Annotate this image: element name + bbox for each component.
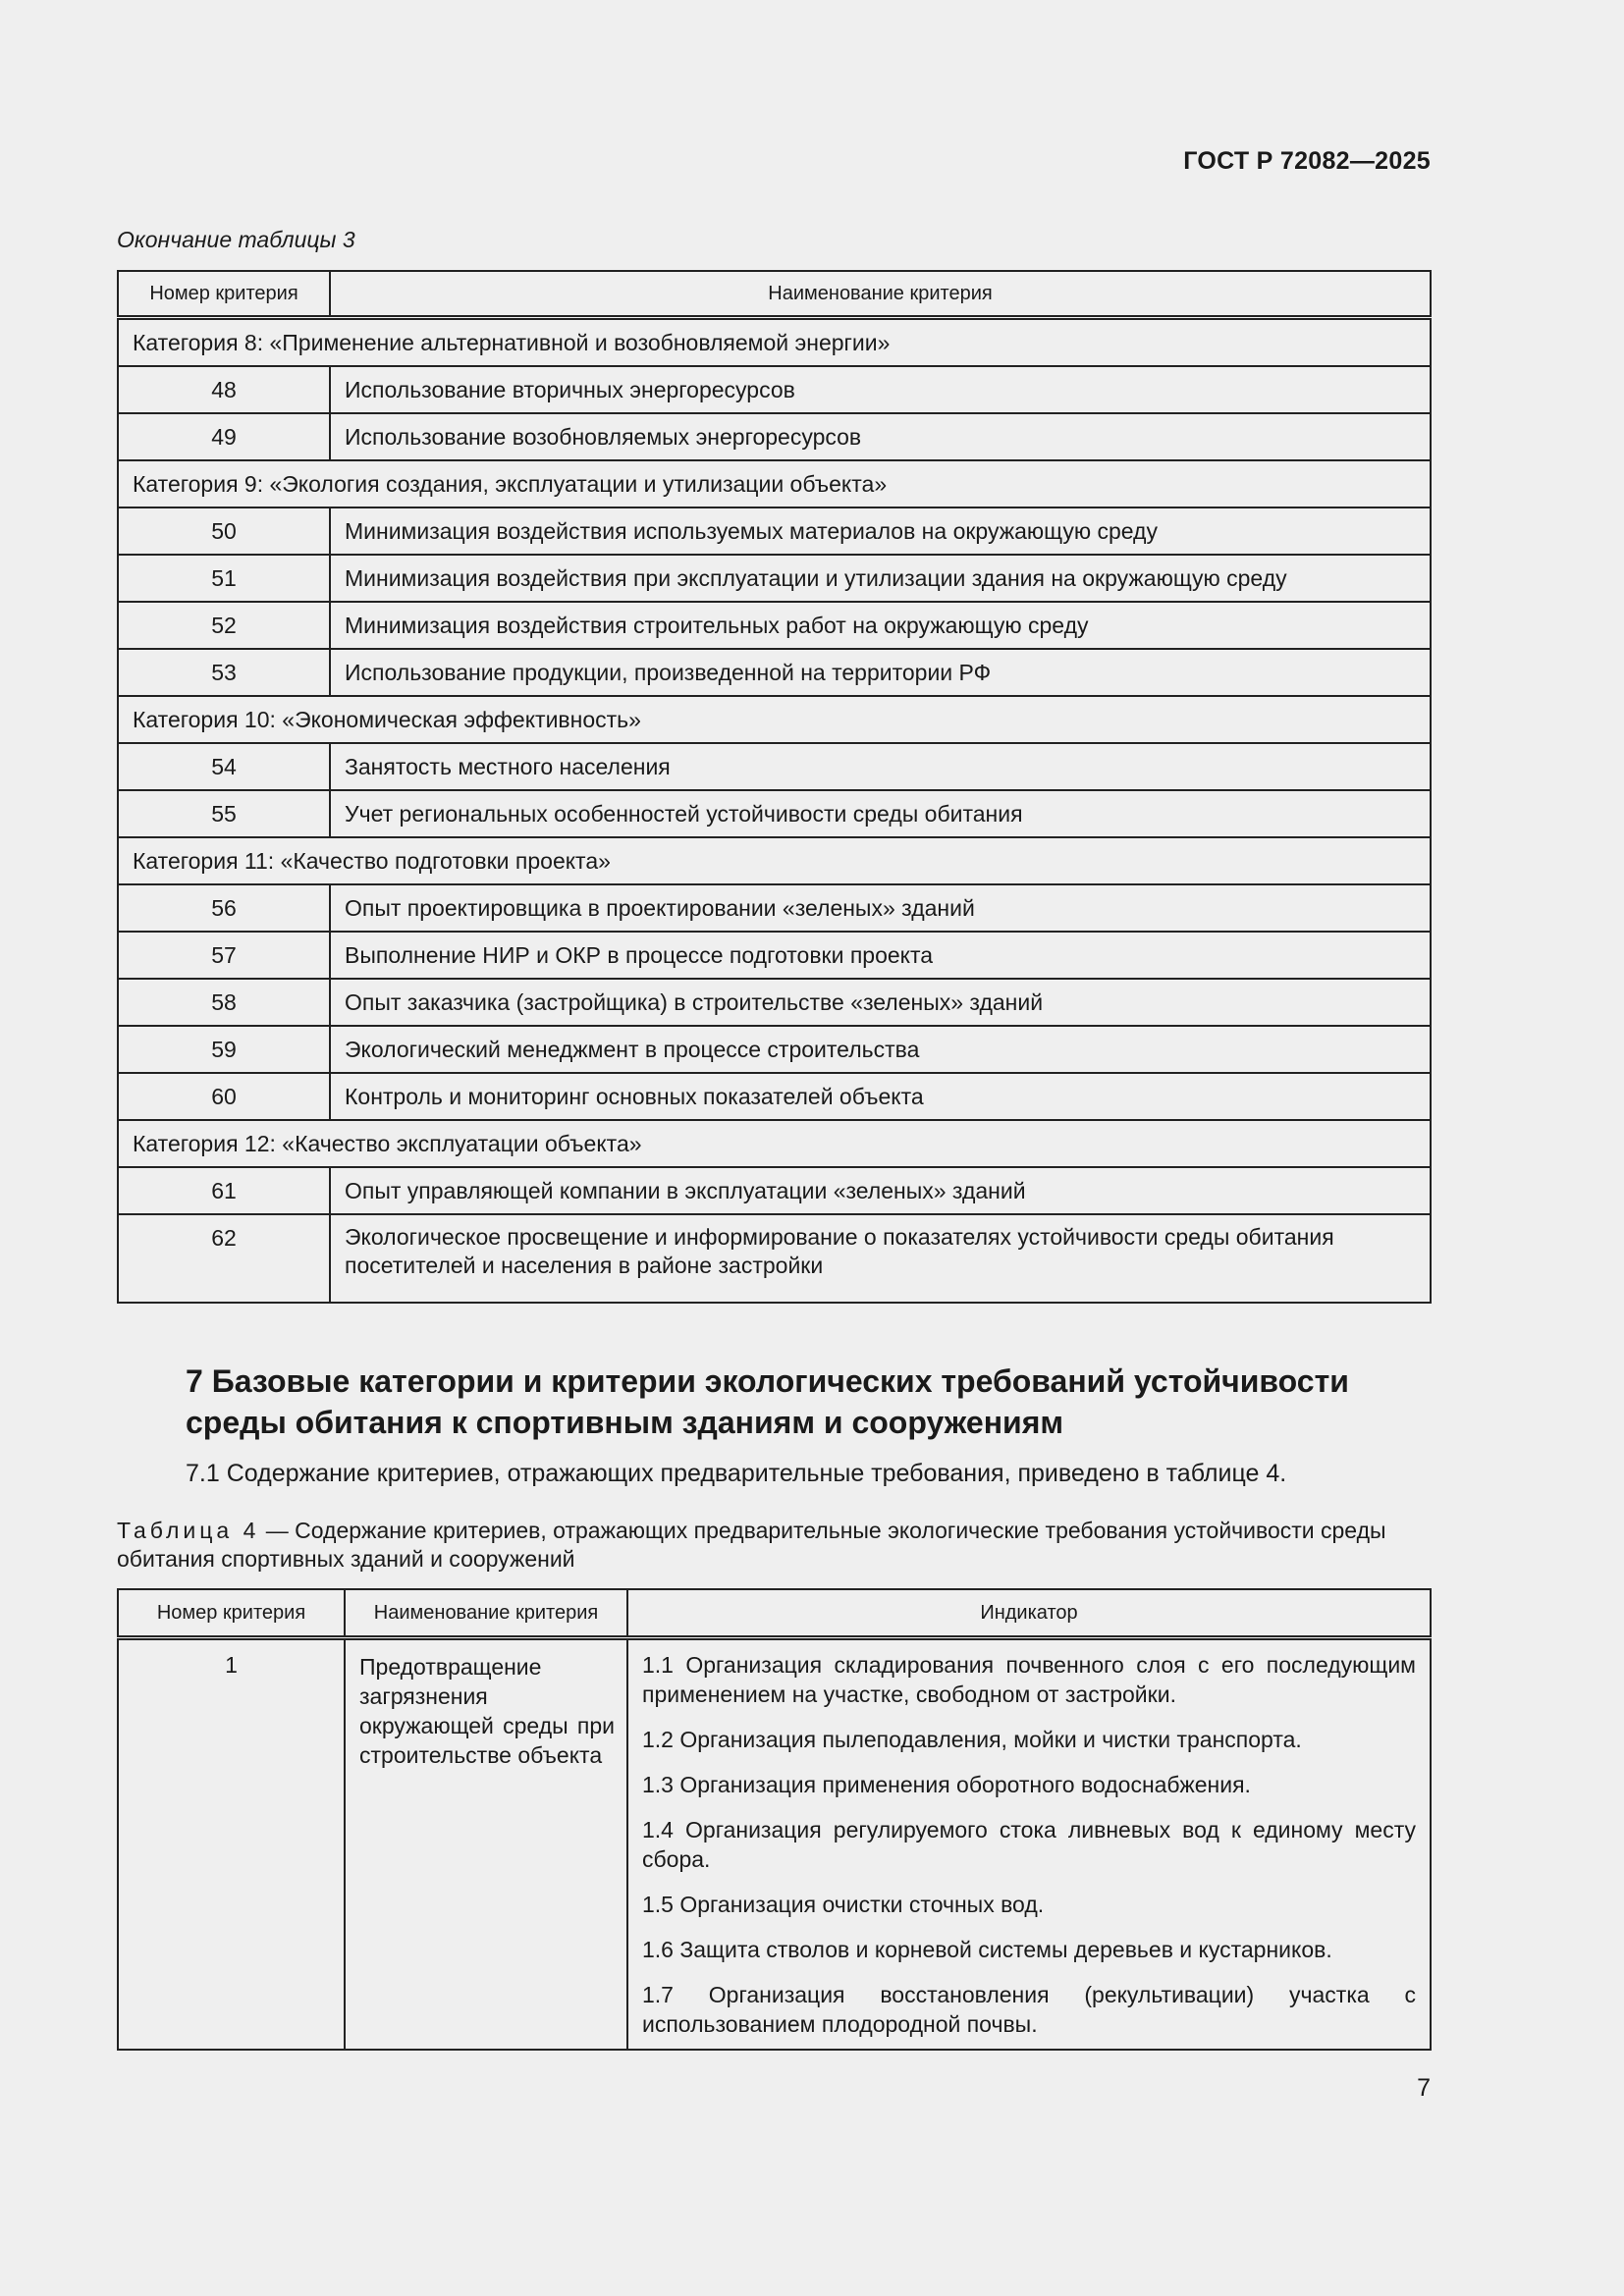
- criterion-name: Использование возобновляемых энергоресурсов: [330, 413, 1431, 460]
- table4-header-row: [118, 1589, 1431, 1638]
- criterion-number: 50: [118, 507, 330, 555]
- criterion-name: Минимизация воздействия строительных работ на окружающую среду: [330, 602, 1431, 649]
- table-row: [118, 507, 1431, 555]
- criterion-name: Экологическое просвещение и информирование о показателях устойчивости среды обитания посетителей и населения в районе застройки: [330, 1214, 1431, 1303]
- criterion-name: Использование вторичных энергоресурсов: [330, 366, 1431, 413]
- table-row: [118, 743, 1431, 790]
- indicator-item: 1.7 Организация восстановления (рекультивации) участка с использованием плодородной почвы.: [642, 1982, 1416, 2037]
- table3-continuation-caption: Окончание таблицы 3: [117, 227, 355, 252]
- table4-caption: [117, 1517, 1433, 1574]
- table4-caption-label: Таблица 4: [117, 1518, 260, 1543]
- section-7-title: 7 Базовые категории и критерии экологических требований устойчивости среды обитания к спортивным зданиям и сооружениям: [186, 1363, 1349, 1440]
- table-row: [118, 366, 1431, 413]
- criterion-number: 60: [118, 1073, 330, 1120]
- table3-col-name-header: Наименование критерия: [330, 271, 1431, 318]
- table-4: [117, 1588, 1432, 2051]
- criterion-name: Минимизация воздействия при эксплуатации и утилизации здания на окружающую среду: [330, 555, 1431, 602]
- category-label: Категория 12: «Качество эксплуатации объекта»: [118, 1120, 1431, 1167]
- table-row: [118, 1026, 1431, 1073]
- criterion-number: 59: [118, 1026, 330, 1073]
- table-row: [118, 1073, 1431, 1120]
- indicator-item: 1.5 Организация очистки сточных вод.: [642, 1892, 1045, 1917]
- category-row: [118, 318, 1431, 367]
- section-7-1-paragraph: 7.1 Содержание критериев, отражающих предварительные требования, приведено в таблице 4.: [186, 1460, 1287, 1487]
- criterion-number: 62: [118, 1214, 330, 1303]
- category-row: [118, 696, 1431, 743]
- table-row: [118, 979, 1431, 1026]
- criterion-name: Учет региональных особенностей устойчивости среды обитания: [330, 790, 1431, 837]
- criterion-number: 48: [118, 366, 330, 413]
- criterion-number: 56: [118, 884, 330, 932]
- table3-header-row: [118, 271, 1431, 318]
- table-row: [118, 1214, 1431, 1303]
- indicator-item: 1.4 Организация регулируемого стока ливневых вод к единому месту сбора.: [642, 1817, 1416, 1872]
- criterion-number: 52: [118, 602, 330, 649]
- criterion-number: 51: [118, 555, 330, 602]
- table-row: [118, 1638, 1431, 2051]
- criterion-number: 54: [118, 743, 330, 790]
- table3-body: [118, 318, 1431, 1304]
- table-row: [118, 555, 1431, 602]
- page-number: 7: [1417, 2074, 1431, 2102]
- table4-caption-text: — Содержание критериев, отражающих предварительные экологические требования устойчивости среды обитания спортивных зданий и сооружений: [117, 1518, 1386, 1572]
- indicator-item: 1.1 Организация складирования почвенного слоя с его последующим применением на участке, свободном от застройки.: [642, 1652, 1416, 1707]
- criterion-name: Контроль и мониторинг основных показателей объекта: [330, 1073, 1431, 1120]
- criterion-number: 53: [118, 649, 330, 696]
- criterion-name: Опыт заказчика (застройщика) в строительстве «зеленых» зданий: [330, 979, 1431, 1026]
- criterion-name: Минимизация воздействия используемых материалов на окружающую среду: [330, 507, 1431, 555]
- indicator-item: 1.2 Организация пылеподавления, мойки и чистки транспорта.: [642, 1727, 1302, 1752]
- indicator-item: 1.6 Защита стволов и корневой системы деревьев и кустарников.: [642, 1937, 1332, 1962]
- criterion-name: Экологический менеджмент в процессе строительства: [330, 1026, 1431, 1073]
- table-row: [118, 1167, 1431, 1214]
- table4-col-num-header: Номер критерия: [118, 1589, 345, 1638]
- criterion-name: Опыт проектировщика в проектировании «зеленых» зданий: [330, 884, 1431, 932]
- category-row: [118, 1120, 1431, 1167]
- table-row: [118, 602, 1431, 649]
- table4-col-name-header: Наименование критерия: [345, 1589, 627, 1638]
- table-row: [118, 884, 1431, 932]
- table-row: [118, 932, 1431, 979]
- criterion-name: Выполнение НИР и ОКР в процессе подготовки проекта: [330, 932, 1431, 979]
- criterion-number: 55: [118, 790, 330, 837]
- document-id: ГОСТ Р 72082—2025: [1183, 147, 1431, 175]
- criterion-name: Предотвращение загрязнения окружающей среды при строительстве объекта: [345, 1638, 627, 2051]
- criterion-name: Занятость местного населения: [330, 743, 1431, 790]
- category-label: Категория 9: «Экология создания, эксплуатации и утилизации объекта»: [118, 460, 1431, 507]
- category-row: [118, 460, 1431, 507]
- criterion-name: Опыт управляющей компании в эксплуатации «зеленых» зданий: [330, 1167, 1431, 1214]
- table3-col-num-header: Номер критерия: [118, 271, 330, 318]
- criterion-name: Использование продукции, произведенной на территории РФ: [330, 649, 1431, 696]
- category-label: Категория 8: «Применение альтернативной и возобновляемой энергии»: [118, 318, 1431, 367]
- table-row: [118, 413, 1431, 460]
- table-row: [118, 790, 1431, 837]
- criterion-number: 61: [118, 1167, 330, 1214]
- indicator-list: [627, 1638, 1431, 2051]
- category-row: [118, 837, 1431, 884]
- category-label: Категория 11: «Качество подготовки проекта»: [118, 837, 1431, 884]
- table-row: [118, 649, 1431, 696]
- criterion-number: 57: [118, 932, 330, 979]
- table4-col-indicator-header: Индикатор: [627, 1589, 1431, 1638]
- criterion-number: 1: [118, 1638, 345, 2051]
- category-label: Категория 10: «Экономическая эффективность»: [118, 696, 1431, 743]
- criterion-number: 49: [118, 413, 330, 460]
- table-3: [117, 270, 1432, 1304]
- criterion-number: 58: [118, 979, 330, 1026]
- indicator-item: 1.3 Организация применения оборотного водоснабжения.: [642, 1772, 1251, 1797]
